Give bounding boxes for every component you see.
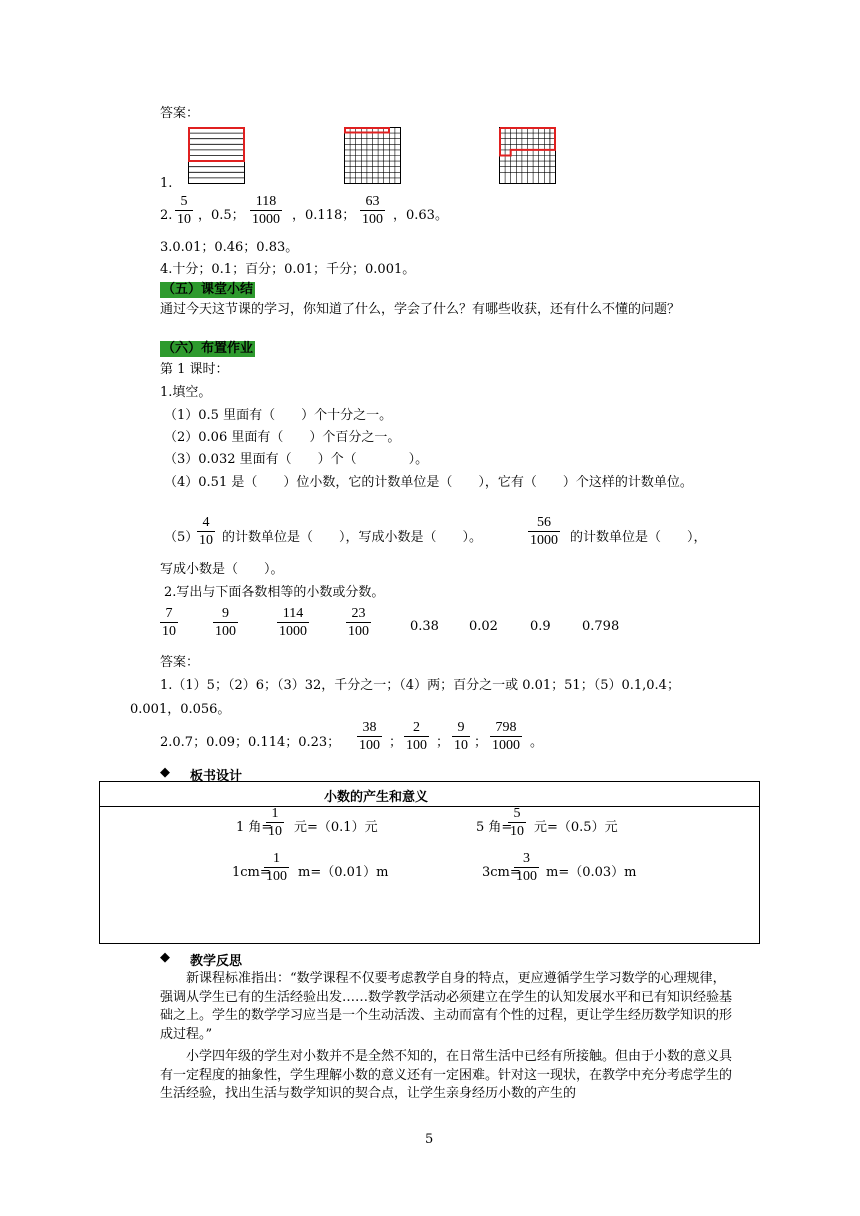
homework-q1-5-d: 写成小数是（ ）。 (160, 562, 284, 577)
separator: ； (474, 735, 488, 750)
grid-hundredths-figure (344, 127, 402, 185)
fraction: 23 100 (348, 606, 369, 639)
fraction: 1 10 (268, 806, 282, 839)
board-bullet: ◆ (160, 765, 170, 780)
board-r1-left-a: 1 角= (236, 820, 273, 835)
board-r1-left-b: 元=（0.1）元 (294, 820, 378, 835)
board-r2-left-b: m=（0.01）m (298, 865, 389, 880)
answer-item-2-text: ，0.5； (198, 208, 245, 223)
end-mark: 。 (530, 735, 544, 750)
board-r2-left-a: 1cm= (232, 865, 271, 880)
answer-item-3: 3.0.01；0.46；0.83。 (160, 240, 299, 255)
reflection-paragraph-2: 小学四年级的学生对小数并不是全然不知的，在日常生活中已经有所接触。但由于小数的意义具有一定程度的抽象性，学生理解小数的意义还有一定困难。针对这一现状，在教学中充分考虑学生的生活经验，找出生活与数学知识的契合点，让学生亲身经历小数的产生的 (160, 1049, 733, 1101)
answer2-line3-prefix: 2.0.7；0.09；0.114；0.23； (160, 735, 341, 750)
fraction: 9 100 (215, 606, 236, 639)
board-design-box (99, 781, 760, 944)
homework-heading: （六）布置作业 (162, 341, 254, 356)
grid-hundredths-figure-2 (499, 127, 557, 185)
fraction: 798 1000 (492, 720, 520, 753)
answer-item-2-prefix: 2. (160, 208, 173, 223)
homework-q1-3: （3）0.032 里面有（ ）个（ ）。 (164, 452, 429, 467)
fraction: 118 1000 (252, 194, 280, 227)
answer2-line1: 1.（1）5；（2）6；（3）32，千分之一；（4）两；百分之一或 0.01；51；（5）0.1,0.4； (160, 678, 680, 693)
decimal-value: 0.02 (469, 619, 498, 634)
board-heading: 板书设计 (190, 769, 243, 784)
fraction: 63 100 (362, 194, 383, 227)
fraction: 5 10 (177, 194, 191, 227)
homework-q1-5-a: （5） (164, 530, 199, 545)
homework-q1-2: （2）0.06 里面有（ ）个百分之一。 (164, 430, 401, 445)
board-r2-right-a: 3cm= (482, 865, 521, 880)
homework-q1-4: （4）0.51 是（ ）位小数，它的计数单位是（ ），它有（ ）个这样的计数单位。 (164, 475, 693, 490)
fraction: 2 100 (406, 720, 427, 753)
fraction: 3 100 (516, 851, 537, 884)
fraction: 5 10 (510, 806, 524, 839)
answer-item-2-text: ，0.63。 (393, 208, 448, 223)
answer-item-1: 1. (160, 176, 173, 191)
homework-q1-title: 1.填空。 (160, 385, 212, 400)
fraction: 56 1000 (530, 515, 558, 548)
homework-q1-5-c: 的计数单位是（ ）， (570, 530, 707, 545)
board-title-row (100, 782, 759, 807)
board-r2-right-b: m=（0.03）m (546, 865, 637, 880)
homework-q1-5-b: 的计数单位是（ ），写成小数是（ ）。 (222, 530, 483, 545)
summary-text: 通过今天这节课的学习，你知道了什么，学会了什么？有哪些收获，还有什么不懂的问题？ (160, 302, 681, 317)
reflection-heading: 教学反思 (190, 954, 243, 969)
reflection-bullet: ◆ (160, 950, 170, 965)
decimal-value: 0.38 (410, 619, 439, 634)
answer-item-4: 4.十分；0.1；百分；0.01；千分；0.001。 (160, 262, 416, 277)
decimal-value: 0.798 (582, 619, 620, 634)
fraction: 4 10 (199, 515, 213, 548)
fraction: 114 1000 (279, 606, 307, 639)
fraction: 9 10 (454, 720, 468, 753)
separator: ； (389, 735, 403, 750)
answer2-label: 答案： (160, 655, 200, 670)
fraction: 1 100 (266, 851, 287, 884)
grid-tenths-figure (188, 127, 246, 185)
board-r1-right-b: 元=（0.5）元 (534, 820, 618, 835)
homework-q1-1: （1）0.5 里面有（ ）个十分之一。 (164, 408, 393, 423)
answer2-line2: 0.001，0.056。 (130, 702, 231, 717)
answer-item-2-text: ，0.118； (292, 208, 356, 223)
decimal-value: 0.9 (530, 619, 551, 634)
separator: ； (436, 735, 450, 750)
reflection-paragraph-1: 新课程标准指出：“数学课程不仅要考虑教学自身的特点，更应遵循学生学习数学的心理规律，强调从学生已有的生活经验出发……数学教学活动必须建立在学生的认知发展水平和已有知识经验基础之上。学生的数学学习应当是一个生动活泼、主动而富有个性的过程，更让学生经历数学知识的形成过程。” (160, 971, 733, 1042)
homework-q2-title: 2.写出与下面各数相等的小数或分数。 (164, 585, 385, 600)
answer-label: 答案： (160, 106, 200, 121)
page-number: 5 (425, 1132, 434, 1147)
board-r1-right-a: 5 角= (476, 820, 513, 835)
board-title: 小数的产生和意义 (324, 790, 429, 805)
fraction: 38 100 (359, 720, 380, 753)
homework-lesson: 第 1 课时： (160, 362, 229, 377)
summary-heading: （五）课堂小结 (162, 282, 254, 297)
fraction: 7 10 (162, 606, 176, 639)
